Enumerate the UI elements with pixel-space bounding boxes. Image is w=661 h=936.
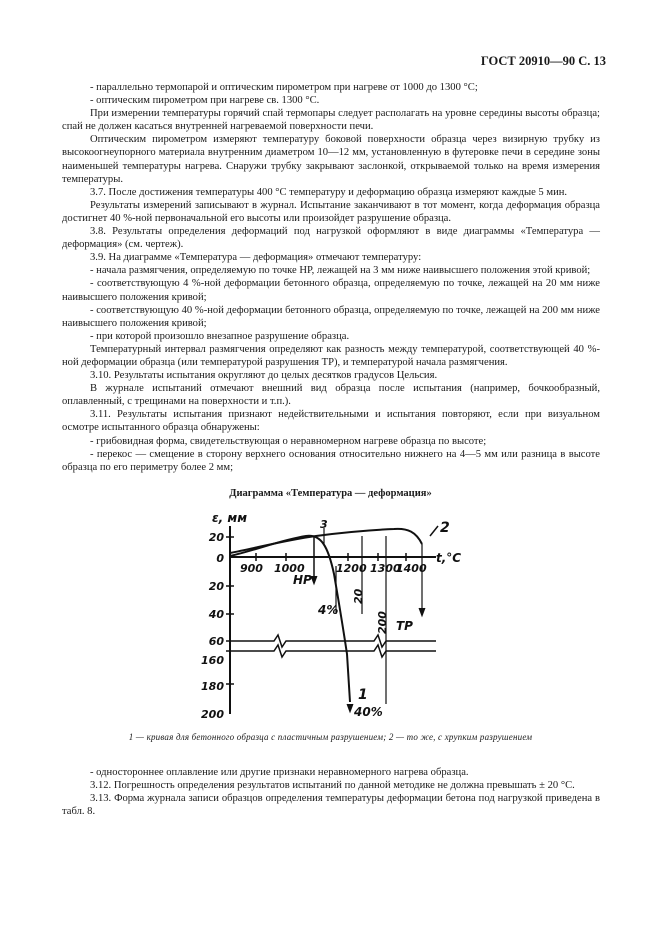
pct40-label: 40%	[354, 705, 383, 719]
x-tick-label: 1300	[370, 562, 401, 575]
paragraph: - одностороннее оплавление или другие признаки неравномерного нагрева образца.	[90, 767, 469, 778]
body-text-top	[62, 81, 600, 474]
paragraph: 3.9. На диаграмме «Температура — деформация» отмечают температуру:	[90, 252, 422, 264]
figure-caption: 1 — кривая для бетонного образца с пластичным разрушением; 2 — то же, с хрупким разрушением	[128, 732, 533, 742]
x-tick-label: 1400	[396, 562, 427, 575]
paragraph: - параллельно термопарой и оптическим пирометром при нагреве от 1000 до 1300 °С;	[90, 82, 478, 93]
paragraph: Оптическим пирометром измеряют температуру боковой поверхности образца через визирную трубку из высокоогнеупорного материала внутренним диаметром 10—12 мм, установленную в футеровке печи в середине зоны наименьшей температуры нагрева. Снаружи трубку закрывают заслонкой, открываемой только на время измерения температуры.	[62, 134, 600, 185]
dim-3-label: 3	[320, 518, 328, 531]
curve-1-label: 1	[358, 687, 368, 703]
paragraph: - начала размягчения, определяемую по точке НР, лежащей на 3 мм ниже наивысшего положения этой кривой;	[90, 265, 591, 277]
paragraph: Результаты измерений записывают в журнал. Испытание заканчивают в тот момент, когда деформация образца достигнет 40 %-ной первоначальной его высоты или произойдет разрушение образца.	[62, 199, 600, 224]
body-text-bottom	[62, 766, 600, 818]
y-tick-label: 40	[208, 608, 224, 621]
paragraph: 3.8. Результаты определения деформаций под нагрузкой оформляют в виде диаграммы «Температура — деформация» (см. чертеж).	[62, 226, 600, 251]
paragraph: 3.13. Форма журнала записи образцов определения температуры деформации бетона под нагрузкой приведена в табл. 8.	[62, 793, 600, 818]
y-tick-label: 200	[201, 708, 224, 721]
tp-arrow	[419, 608, 425, 616]
x-tick-label: 900	[240, 562, 263, 575]
y-tick-label: 20	[208, 580, 224, 593]
curve-1	[230, 536, 350, 702]
paragraph: 3.10. Результаты испытания округляют до целых десятков градусов Цельсия.	[90, 370, 438, 382]
hp-arrow	[311, 576, 317, 584]
paragraph: - соответствующую 4 %-ной деформации бетонного образца, определяемую по точке, лежащей на 20 мм ниже наивысшего положения кривой;	[62, 278, 600, 303]
curve-2-leader	[430, 526, 438, 536]
tp-label: ТР	[396, 619, 413, 633]
y-axis-label: ε, мм	[212, 511, 248, 525]
y-tick-label: 180	[201, 680, 224, 693]
paragraph: - грибовидная форма, свидетельствующая о неравномерном нагреве образца по высоте;	[90, 435, 487, 447]
paragraph: При измерении температуры горячий спай термопары следует располагать на уровне середины высоты образца; спай не должен касаться внутренней нагреваемой поверхности печи.	[62, 108, 600, 133]
axis-break-upper	[226, 635, 436, 647]
paragraph: - перекос — смещение в сторону верхнего основания относительно нижнего на 4—5 мм или разница в высоте образца по его периметру более 2 мм;	[62, 448, 600, 473]
page-header: ГОСТ 20910—90 С. 13	[480, 54, 606, 68]
hp-label: НР	[293, 573, 312, 587]
figure-title: Диаграмма «Температура — деформация»	[229, 488, 432, 499]
paragraph: Температурный интервал размягчения определяют как разность между температурой, соответствующей 40 %-ной деформации образца (или температурой разрушения ТР), и температурой начала размягчения.	[62, 343, 600, 368]
paragraph: - при которой произошло внезапное разрушение образца.	[90, 330, 350, 342]
y-tick-label: 60	[208, 635, 224, 648]
pct40-arrow	[347, 704, 353, 712]
temperature-deformation-diagram	[196, 504, 462, 724]
paragraph: 3.7. После достижения температуры 400 °С температуру и деформацию образца измеряют каждые 5 мин.	[90, 186, 568, 198]
paragraph: В журнале испытаний отмечают внешний вид образца после испытания (например, бочкообразный, оплавленный, с трещинами на поверхности и т.п.).	[62, 383, 600, 408]
dim-20-label: 20	[352, 588, 365, 604]
y-tick-label: 160	[201, 654, 224, 667]
curve-2-label: 2	[440, 520, 450, 536]
y-tick-label: 20	[208, 531, 224, 544]
paragraph: 3.11. Результаты испытания признают недействительными и испытания повторяют, если при визуальном осмотре испытанного образца обнаружены:	[62, 409, 600, 434]
x-tick-label: 1000	[274, 562, 305, 575]
paragraph: - соответствующую 40 %-ной деформации бетонного образца, определяемую по точке, лежащей на 200 мм ниже наивысшего положения кривой;	[62, 304, 600, 329]
x-axis-label: t,°C	[436, 551, 462, 565]
paragraph: - оптическим пирометром при нагреве св. 1300 °С.	[90, 95, 320, 107]
x-tick-label: 1200	[336, 562, 367, 575]
y-tick-label: 0	[216, 552, 224, 565]
dim-200-label: 200	[376, 611, 389, 634]
paragraph: 3.12. Погрешность определения результатов испытаний по данной методике не должна превышать ± 20 °С.	[90, 780, 575, 792]
pct4-label: 4%	[318, 603, 339, 617]
axis-break-lower	[226, 645, 436, 657]
